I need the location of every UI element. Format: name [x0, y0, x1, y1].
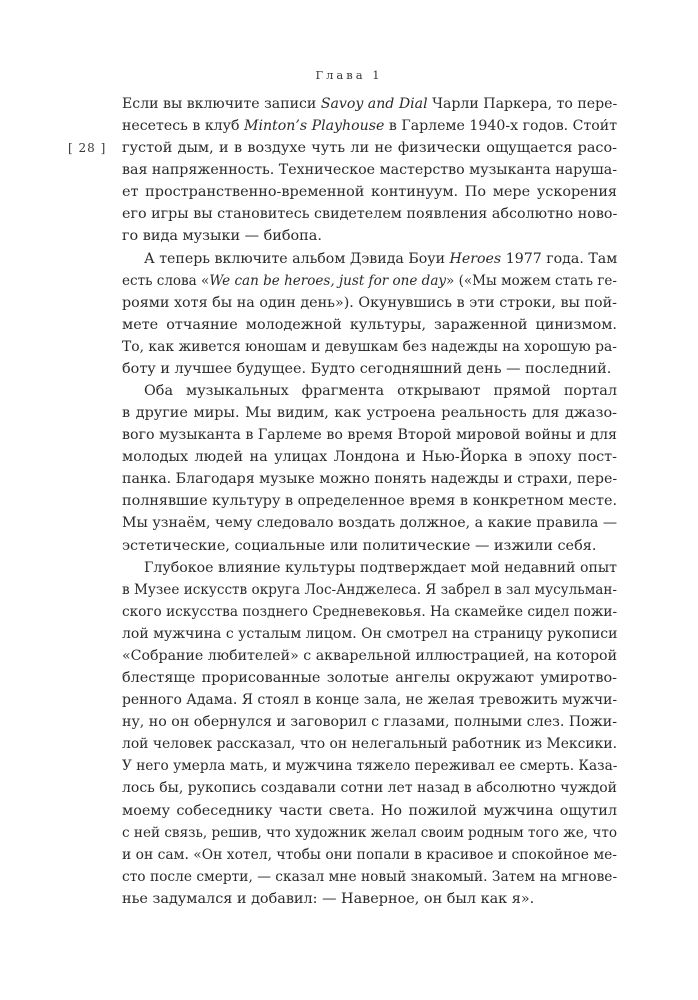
text-run: с ней связь, решив, что художник желал своим родным того же, что — [122, 824, 617, 841]
text-line — [122, 93, 617, 115]
italic-text: Heroes — [449, 250, 502, 267]
text-run: Если вы включите записи — [122, 96, 321, 112]
text-line — [122, 336, 617, 358]
text-run: У него умерла мать, и мужчина тяжело переживал ее смерть. Каза- — [122, 758, 618, 775]
text-run: роями хотя бы на один день»). Окунувшись в эти строки, вы пой- — [122, 294, 617, 311]
text-run: полнявшие культуру в определенное время в конкретном месте. — [122, 493, 618, 510]
text-line — [122, 623, 617, 645]
text-line — [122, 402, 617, 424]
text-run: есть слова « — [122, 272, 210, 289]
text-run: нье задумался и добавил: — Наверное, он был как я». — [122, 890, 535, 907]
text-run: Мы узнаём, чему следовало воздать должное, а какие правила — — [122, 515, 618, 532]
text-line — [122, 689, 617, 711]
text-run: «Собрание любителей» с акварельной иллюстрацией, на которой — [122, 647, 617, 664]
text-line — [122, 866, 617, 888]
text-run: ет пространственно-временной континуум. По мере ускорения — [122, 184, 617, 201]
text-line — [122, 601, 617, 623]
text-run: молодых людей на улицах Лондона и Нью-Йорка в эпоху пост- — [122, 449, 617, 466]
text-line — [122, 380, 617, 402]
text-run: лой мужчина с усталым лицом. Он смотрел на страницу рукописи — [122, 625, 618, 642]
text-line — [122, 248, 617, 270]
text-run: ренного Адама. Я стоял в конце зала, не желая тревожить мужчи- — [122, 692, 618, 709]
text-run: моему собеседнику части света. Но пожилой мужчина ощутил — [122, 802, 617, 819]
text-line — [122, 800, 617, 822]
text-run: в Музее искусств округа Лос-Анджелеса. Я забрел в зал мусульман- — [122, 581, 617, 598]
text-line — [122, 512, 617, 534]
text-run: ского искусства позднего Средневековья. На скамейке сидел пожи- — [122, 603, 618, 620]
text-run: ну, но он обернулся и заговорил с глазами, полными слез. Пожи- — [122, 714, 617, 731]
text-line — [122, 468, 617, 490]
text-line — [122, 314, 617, 336]
text-line — [122, 358, 617, 380]
text-run: вого музыканта в Гарлеме во время Второй мировой войны и для — [122, 427, 617, 444]
running-head-chapter: Глава 1 — [315, 68, 383, 82]
text-run: го вида музыки — бибопа. — [122, 228, 322, 245]
text-line — [122, 777, 617, 799]
text-run: вая напряженность. Техническое мастерство музыканта наруша- — [122, 162, 617, 179]
text-line — [122, 535, 617, 557]
page-number: [ 28 ] — [68, 141, 107, 155]
text-line — [122, 733, 617, 755]
text-run: эстетические, социальные или политические — изжили себя. — [122, 537, 597, 554]
text-run: Чарли Паркера, то пере- — [427, 96, 618, 112]
text-run: панка. Благодаря музыке можно понять надежды и страхи, пере- — [122, 471, 618, 488]
text-run: лой человек рассказал, что он нелегальный работник из Мексики. — [122, 736, 617, 753]
italic-text: Savoy and Dial — [320, 96, 428, 112]
text-run: густой дым, и в воздухе чуть ли не физически ощущается расо- — [122, 140, 617, 157]
text-run: сто после смерти, — сказал мне новый знакомый. Затем на мгнове- — [122, 868, 618, 885]
text-line — [122, 711, 617, 733]
text-line — [122, 292, 617, 314]
text-run: Глубокое влияние культуры подтверждает мой недавний опыт — [144, 559, 618, 576]
text-line — [122, 645, 617, 667]
text-run: мете отчаяние молодежной культуры, зараженной цинизмом. — [122, 316, 617, 333]
text-line — [122, 225, 617, 247]
text-line — [122, 446, 617, 468]
text-run: То, как живется юношам и девушкам без надежды на хорошую ра- — [122, 338, 617, 355]
text-line — [122, 755, 617, 777]
text-run: лось бы, рукопись создавали сотни лет назад в абсолютно чуждой — [122, 780, 617, 797]
text-run: и он сам. «Он хотел, чтобы они попали в красивое и спокойное ме- — [122, 846, 617, 863]
italic-text: We can be heroes, just for one day — [209, 272, 447, 289]
text-line — [122, 159, 617, 181]
text-line — [122, 667, 617, 689]
body-text — [122, 93, 617, 910]
text-run: в Гарлеме 1940-х годов. Стои́т — [384, 118, 618, 135]
text-run: блестяще прорисованные золотые ангелы окружают умиротво- — [122, 670, 617, 687]
text-run: А теперь включите альбом Дэвида Боуи — [144, 250, 450, 267]
text-run: в другие миры. Мы видим, как устроена реальность для джазо- — [122, 405, 617, 422]
text-line — [122, 424, 617, 446]
text-run: 1977 года. Там — [501, 250, 618, 267]
text-run: его игры вы становитесь свидетелем появления абсолютно ново- — [122, 206, 618, 223]
text-line — [122, 137, 617, 159]
text-line — [122, 115, 617, 137]
text-line — [122, 844, 617, 866]
text-line — [122, 270, 617, 292]
text-line — [122, 490, 617, 512]
italic-text: Minton’s Playhouse — [243, 118, 385, 135]
text-line — [122, 822, 617, 844]
text-line — [122, 557, 617, 579]
text-line — [122, 203, 617, 225]
text-run: Оба музыкальных фрагмента открывают прямой портал — [144, 383, 617, 400]
text-run: несетесь в клуб — [122, 118, 244, 135]
text-line — [122, 579, 617, 601]
text-run: » («Мы можем стать ге- — [446, 272, 618, 289]
text-run: боту и лучшее будущее. Будто сегодняшний день — последний. — [122, 360, 612, 377]
text-line — [122, 181, 617, 203]
text-line — [122, 888, 617, 910]
